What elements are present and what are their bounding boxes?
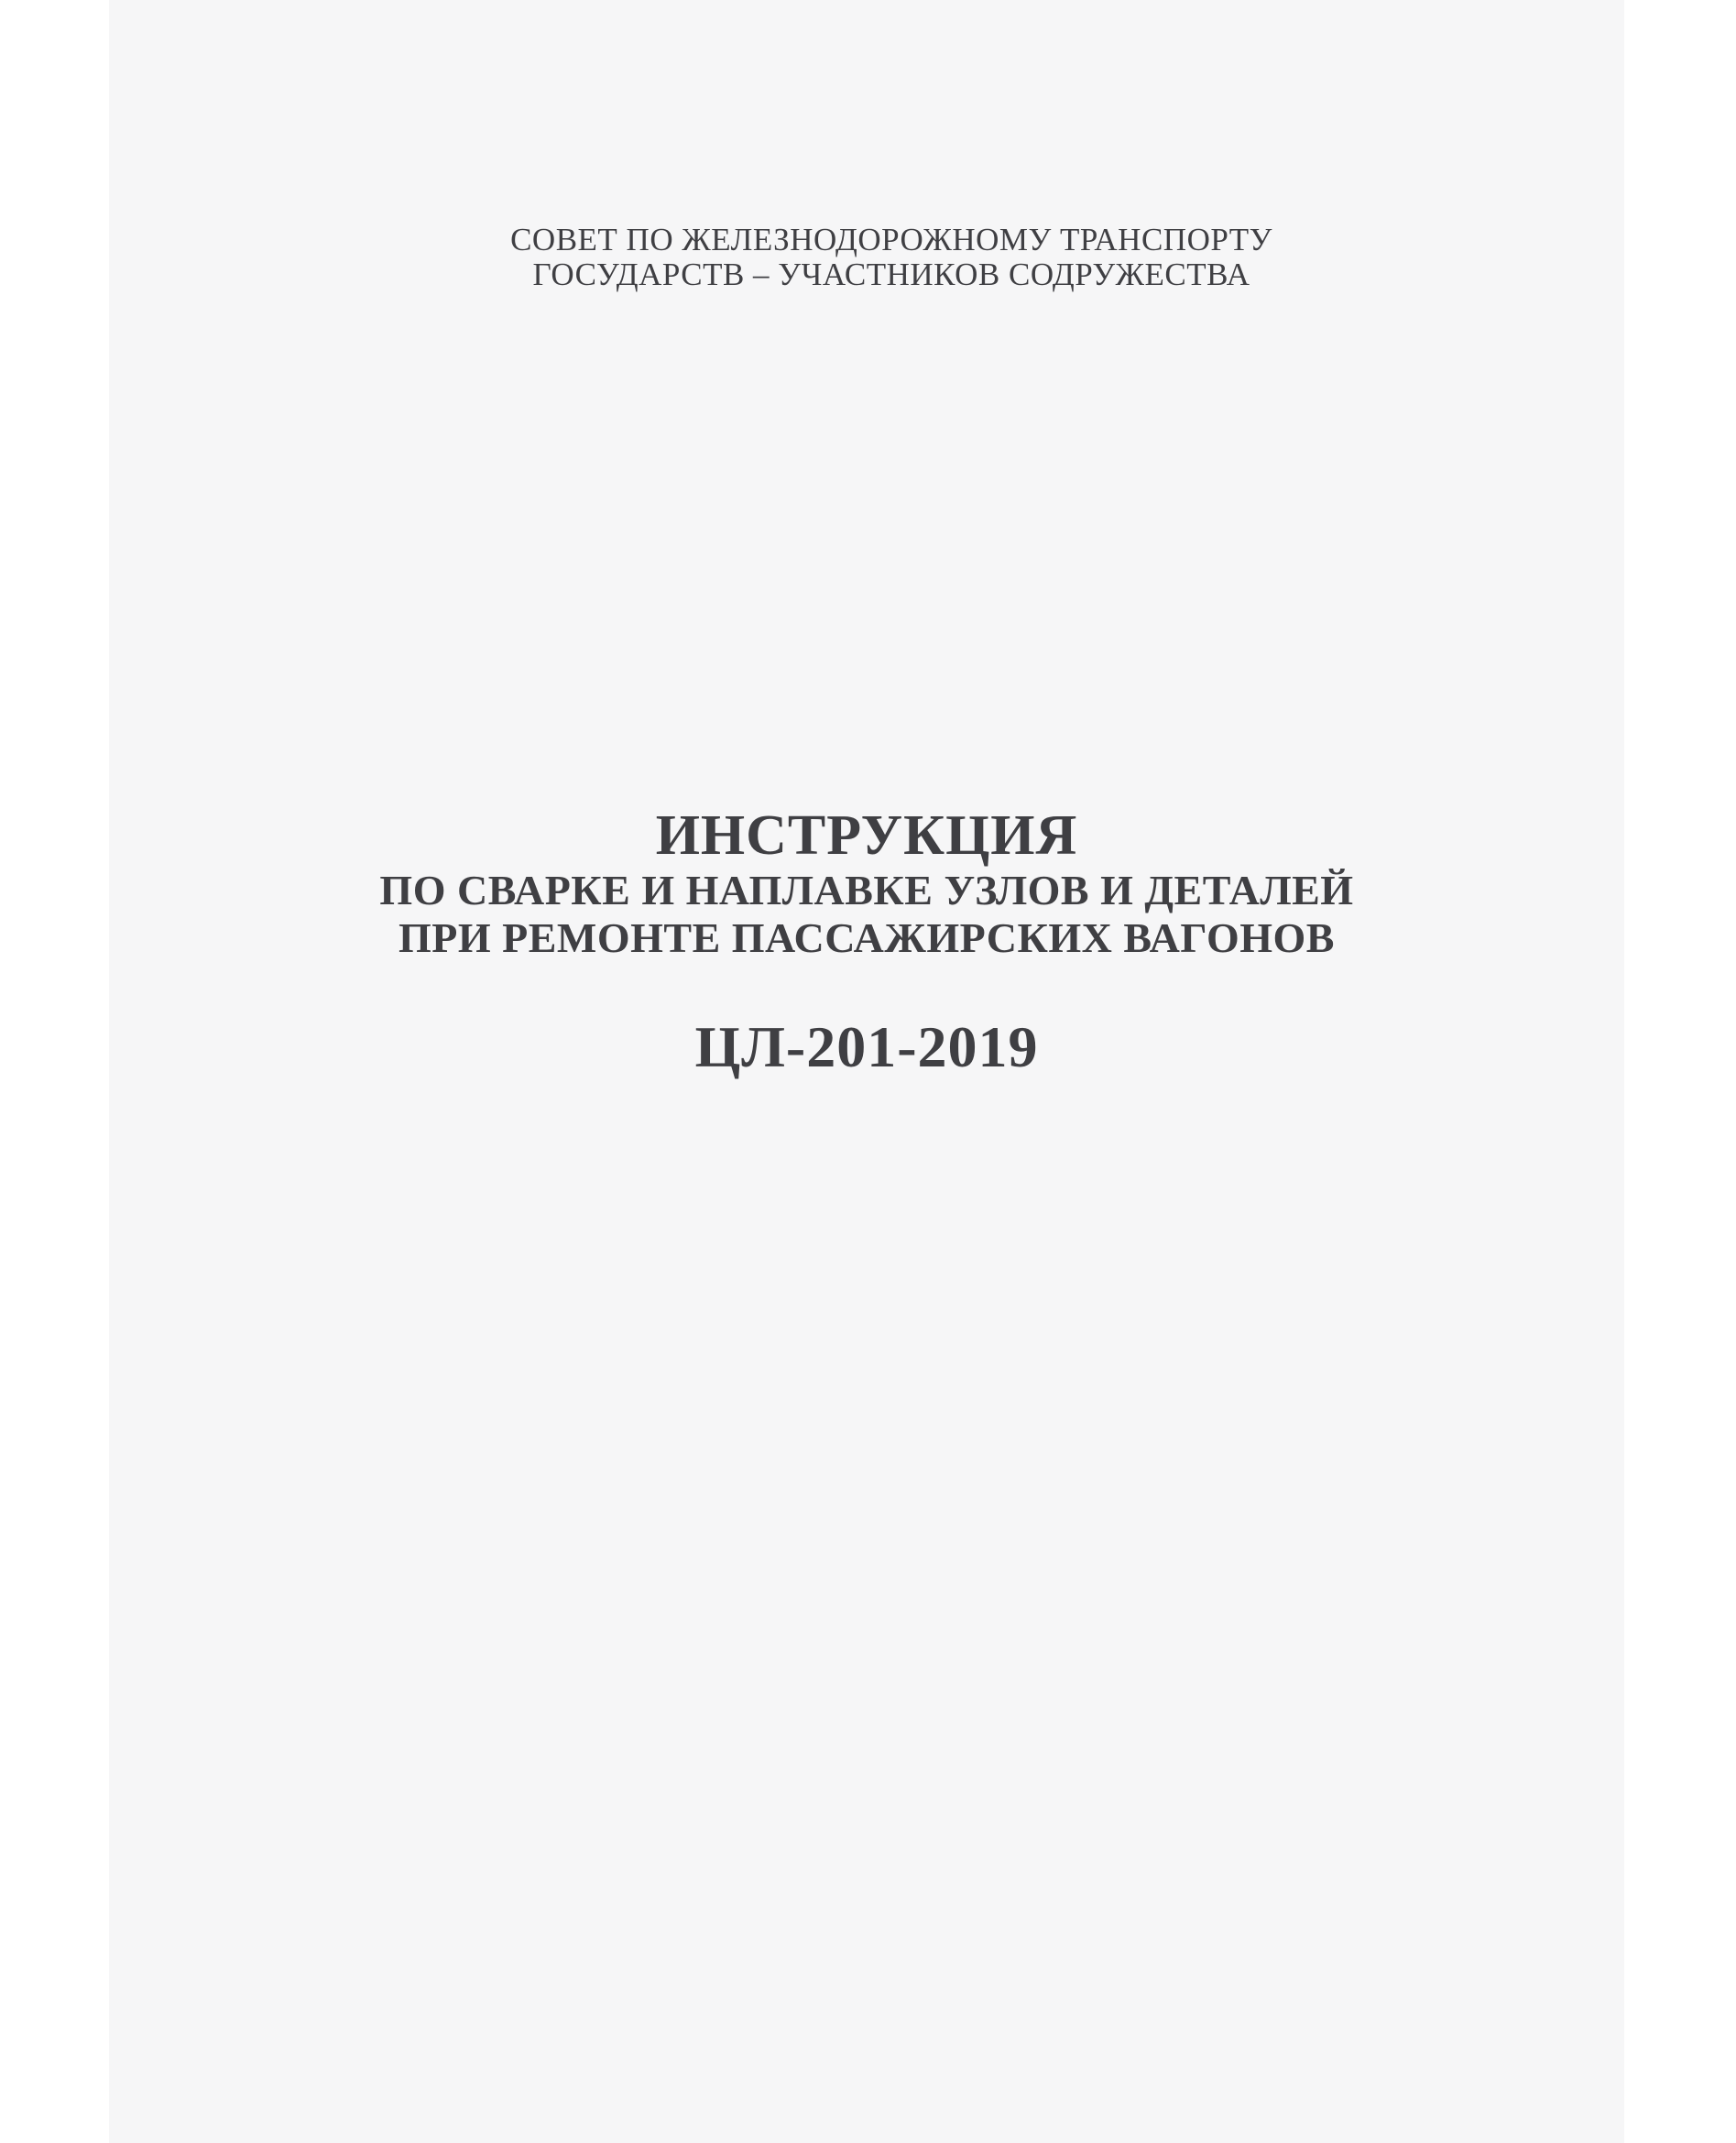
title-line-2: ПО СВАРКЕ И НАПЛАВКЕ УЗЛОВ И ДЕТАЛЕЙ (379, 867, 1354, 913)
organization-header (134, 223, 1649, 292)
organization-name-line-2: ГОСУДАРСТВ – УЧАСТНИКОВ СОДРУЖЕСТВА (532, 257, 1250, 292)
document-title (109, 804, 1624, 962)
document-number: ЦЛ-201-2019 (694, 1014, 1039, 1079)
title-line-3: ПРИ РЕМОНТЕ ПАССАЖИРСКИХ ВАГОНОВ (398, 914, 1335, 961)
organization-name-line-1: СОВЕТ ПО ЖЕЛЕЗНОДОРОЖНОМУ ТРАНСПОРТУ (510, 222, 1272, 257)
title-line-instruction: ИНСТРУКЦИЯ (655, 804, 1078, 867)
document-sheet (109, 0, 1624, 2143)
